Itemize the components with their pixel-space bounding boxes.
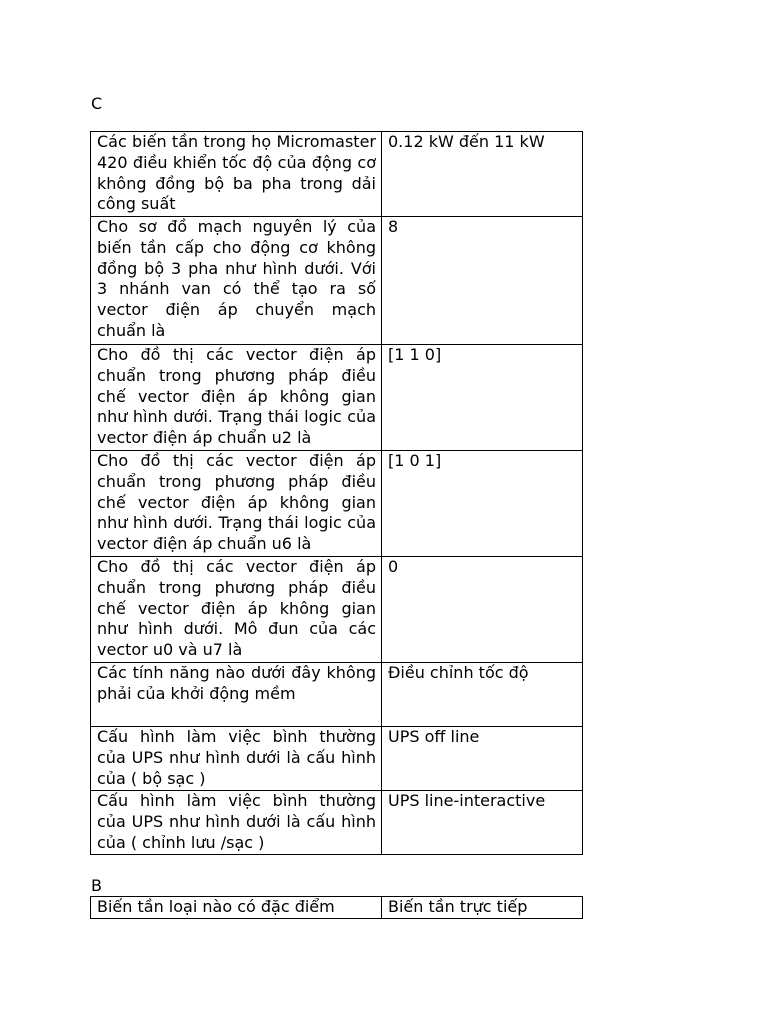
table-row	[91, 791, 583, 855]
question-cell: Cho đồ thị các vector điện áp chuẩn trong phương pháp điều chế vector điện áp không gian như hình dưới. Trạng thái logic của vector điện áp chuẩn u2 là	[91, 345, 382, 451]
qa-table-b	[90, 896, 583, 919]
question-cell: Biến tần loại nào có đặc điểm	[91, 897, 382, 919]
question-cell: Cho sơ đồ mạch nguyên lý của biến tần cấp cho động cơ không đồng bộ 3 pha như hình dưới. Với 3 nhánh van có thể tạo ra số vector điện áp chuyển mạch chuẩn là	[91, 217, 382, 345]
table-row	[91, 451, 583, 557]
answer-cell: UPS line-interactive	[382, 791, 583, 855]
section-label-c: C	[91, 94, 103, 113]
answer-cell: 8	[382, 217, 583, 345]
question-cell: Cấu hình làm việc bình thường của UPS như hình dưới là cấu hình của ( bộ sạc )	[91, 727, 382, 791]
answer-cell: 0	[382, 557, 583, 663]
answer-cell: [1 0 1]	[382, 451, 583, 557]
section-label-b: B	[91, 876, 102, 895]
question-cell: Cấu hình làm việc bình thường của UPS như hình dưới là cấu hình của ( chỉnh lưu /sạc )	[91, 791, 382, 855]
table-row	[91, 897, 583, 919]
table-row	[91, 727, 583, 791]
question-cell: Các tính năng nào dưới đây không phải của khởi động mềm	[91, 663, 382, 727]
table-row	[91, 217, 583, 345]
question-cell: Cho đồ thị các vector điện áp chuẩn trong phương pháp điều chế vector điện áp không gian như hình dưới. Mô đun của các vector u0 và u7 là	[91, 557, 382, 663]
table-row	[91, 663, 583, 727]
answer-cell: Điều chỉnh tốc độ	[382, 663, 583, 727]
question-cell: Cho đồ thị các vector điện áp chuẩn trong phương pháp điều chế vector điện áp không gian như hình dưới. Trạng thái logic của vector điện áp chuẩn u6 là	[91, 451, 382, 557]
table-row	[91, 345, 583, 451]
table-row	[91, 132, 583, 217]
answer-cell: Biến tần trực tiếp	[382, 897, 583, 919]
answer-cell: [1 1 0]	[382, 345, 583, 451]
answer-cell: UPS off line	[382, 727, 583, 791]
answer-cell: 0.12 kW đến 11 kW	[382, 132, 583, 217]
qa-table-c	[90, 131, 583, 855]
question-cell: Các biến tần trong họ Micromaster 420 điều khiển tốc độ của động cơ không đồng bộ ba pha trong dải công suất	[91, 132, 382, 217]
table-row	[91, 557, 583, 663]
